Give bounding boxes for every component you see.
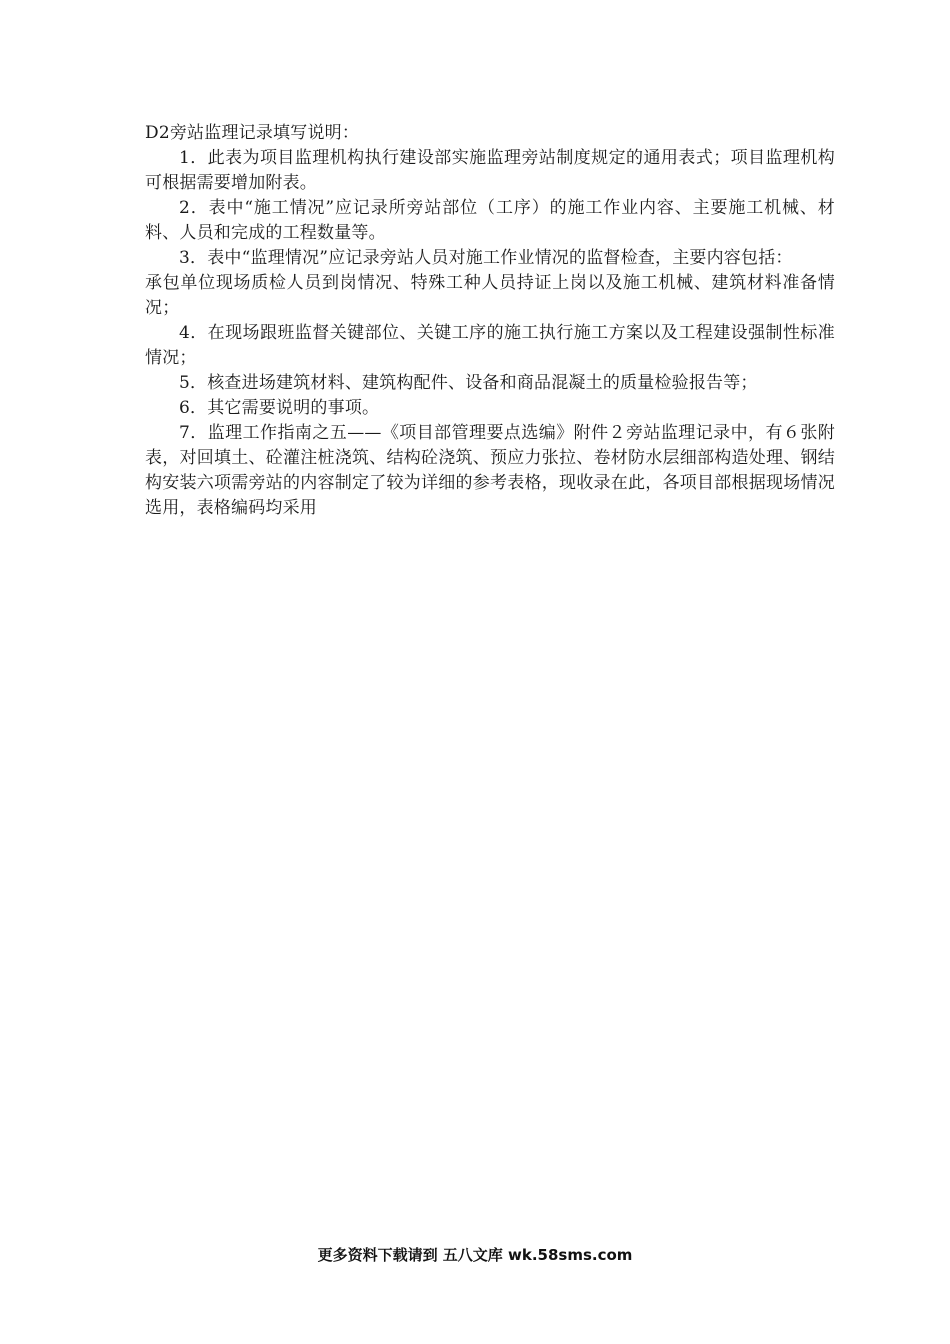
- document-heading: D2旁站监理记录填写说明：: [145, 123, 360, 143]
- paragraph-item-5: 5．核查进场建筑材料、建筑构配件、设备和商品混凝土的质量检验报告等；: [179, 373, 758, 393]
- paragraph-item-3-continued: 承包单位现场质检人员到岗情况、特殊工种人员持证上岗以及施工机械、建筑材料准备情况；: [145, 273, 835, 318]
- paragraph-item-6: 6．其它需要说明的事项。: [179, 398, 380, 418]
- paragraph-item-4: 4．在现场跟班监督关键部位、关键工序的施工执行施工方案以及工程建设强制性标准情况；: [145, 323, 835, 368]
- paragraph-item-2: 2．表中“施工情况”应记录所旁站部位（工序）的施工作业内容、主要施工机械、材料、人员和完成的工程数量等。: [145, 198, 835, 243]
- footer-download-note: 更多资料下载请到 五八文库 wk.58sms.com: [317, 1246, 633, 1264]
- paragraph-item-7: 7．监理工作指南之五——《项目部管理要点选编》附件２旁站监理记录中，有６张附表，对回填土、砼灌注桩浇筑、结构砼浇筑、预应力张拉、卷材防水层细部构造处理、钢结构安装六项需旁站的内容制定了较为详细的参考表格，现收录在此，各项目部根据现场情况选用，表格编码均采用: [145, 423, 835, 518]
- paragraph-item-3: 3．表中“监理情况”应记录旁站人员对施工作业情况的监督检查，主要内容包括：: [179, 248, 793, 268]
- document-body: [145, 121, 835, 521]
- paragraph-item-1: 1．此表为项目监理机构执行建设部实施监理旁站制度规定的通用表式；项目监理机构可根据需要增加附表。: [145, 148, 835, 193]
